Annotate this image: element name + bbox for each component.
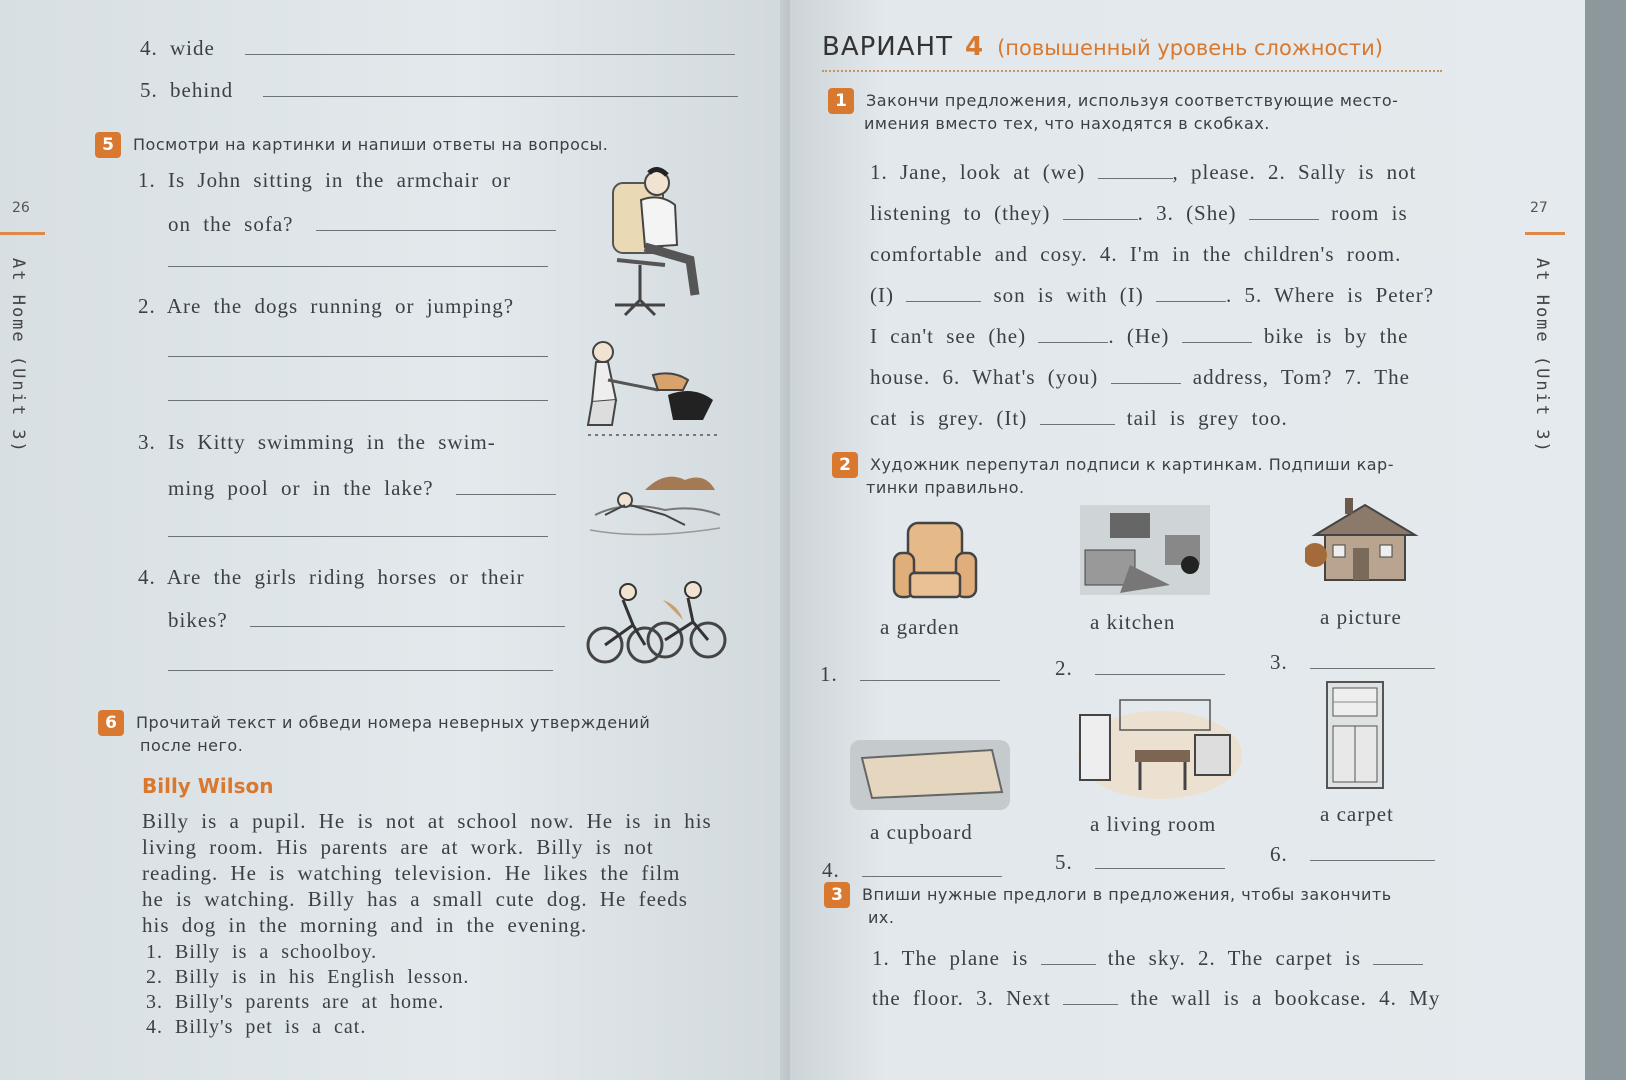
top-item-word: wide: [170, 36, 215, 60]
girls-on-bikes-picture: [583, 580, 728, 670]
answer-5: [1055, 850, 1225, 875]
statement-item[interactable]: 2. Billy is in his English lesson.: [146, 966, 470, 988]
text: cat is grey. (It): [870, 406, 1028, 430]
question-text: on the sofa?: [168, 212, 294, 236]
task5-q4-line2: [168, 608, 565, 633]
answer-line[interactable]: [168, 670, 553, 671]
statement-item[interactable]: 4. Billy's pet is a cat.: [146, 1016, 367, 1038]
variant-label: ВАРИАНТ: [822, 32, 953, 62]
answer-line[interactable]: [1111, 383, 1181, 384]
top-item-5: [140, 78, 738, 103]
story-line: living room. His parents are at work. Billy is not: [142, 835, 654, 859]
task5-q2-line1: 2. Are the dogs running or jumping?: [138, 294, 515, 318]
house-picture: [1305, 490, 1425, 590]
task3-header: [824, 882, 1392, 908]
answer-line[interactable]: [1095, 674, 1225, 675]
answer-line[interactable]: [1063, 219, 1138, 220]
story-line: he is watching. Billy has a small cute dog. He feeds: [142, 887, 688, 911]
answer-3: [1270, 650, 1435, 675]
side-label-right: At Home (Unit 3): [1532, 258, 1552, 454]
answer-line[interactable]: [1310, 860, 1435, 861]
text: listening to (they): [870, 201, 1051, 225]
girl-swimming-picture: [585, 470, 725, 550]
variant-subtitle: (повышенный уровень сложности): [997, 36, 1383, 60]
story-line: reading. He is watching television. He likes the film: [142, 861, 681, 885]
task1-line: [870, 152, 1510, 193]
variant-title: [822, 32, 1383, 62]
task5-q1-line1: 1. Is John sitting in the armchair or: [138, 168, 511, 192]
question-text: ming pool or in the lake?: [168, 476, 434, 500]
story-line: Billy is a pupil. He is not at school now. He is in his: [142, 809, 712, 833]
answer-line[interactable]: [1063, 1004, 1118, 1005]
text: 1. Jane, look at (we): [870, 160, 1086, 184]
carpet-picture: [850, 740, 1010, 810]
task2-instruction-2: тинки правильно.: [866, 478, 1025, 497]
answer-number: 1.: [820, 662, 838, 686]
statement-item[interactable]: 3. Billy's parents are at home.: [146, 991, 445, 1013]
text: 1. The plane is: [872, 946, 1029, 970]
answer-4: [822, 858, 1002, 883]
text: the floor. 3. Next: [872, 986, 1051, 1010]
task2-instruction-1: Художник перепутал подписи к картинкам. Подпиши кар-: [870, 455, 1394, 474]
answer-line[interactable]: [1040, 424, 1115, 425]
task5-q3-line2: [168, 476, 556, 501]
task3-line: [872, 938, 1440, 978]
task1-instruction-2: имения вместо тех, что находятся в скобках.: [864, 114, 1270, 133]
story-heading: Billy Wilson: [142, 774, 274, 798]
text: I can't see (he): [870, 324, 1027, 348]
task2-header: [832, 452, 1394, 478]
task5-q4-line1: 4. Are the girls riding horses or their: [138, 565, 525, 589]
task6-header: [98, 710, 650, 736]
task5-q1-line2: [168, 212, 556, 237]
right-page: [790, 0, 1585, 1080]
side-tab-bar-right: [1525, 232, 1565, 235]
label-a-garden: a garden: [880, 615, 960, 639]
story-line: his dog in the morning and in the evening.: [142, 913, 588, 937]
task3-exercise: [872, 938, 1440, 1018]
answer-number: 6.: [1270, 842, 1288, 866]
statements-list: [146, 940, 469, 1040]
answer-line[interactable]: [1310, 668, 1435, 669]
text: comfortable and cosy. 4. I'm in the children's room.: [870, 242, 1402, 266]
task6-instruction-1: Прочитай текст и обведи номера неверных утверждений: [136, 713, 651, 732]
answer-line[interactable]: [1098, 178, 1173, 179]
answer-line[interactable]: [1095, 868, 1225, 869]
story-text: [142, 808, 712, 938]
answer-line[interactable]: [1038, 342, 1108, 343]
answer-line[interactable]: [250, 626, 565, 627]
text: (I): [870, 283, 894, 307]
answer-line[interactable]: [316, 230, 556, 231]
answer-line[interactable]: [1156, 301, 1226, 302]
label-a-picture: a picture: [1320, 605, 1402, 629]
title-underline: [822, 70, 1442, 72]
top-item-num: 4.: [140, 36, 158, 60]
answer-line[interactable]: [906, 301, 981, 302]
desk-background: [1585, 0, 1626, 1080]
text: bike is by the: [1263, 324, 1409, 348]
task3-instruction-1: Впиши нужные предлоги в предложения, чтобы закончить: [862, 885, 1392, 904]
left-page: [0, 0, 790, 1080]
variant-number: 4: [964, 32, 984, 62]
text: . (He): [1108, 324, 1170, 348]
text: room is: [1331, 201, 1408, 225]
answer-number: 5.: [1055, 850, 1073, 874]
answer-number: 3.: [1270, 650, 1288, 674]
answer-line[interactable]: [1041, 964, 1096, 965]
answer-line[interactable]: [860, 680, 1000, 681]
task3-instruction-2: их.: [868, 908, 895, 927]
task1-line: [870, 234, 1510, 275]
text: son is with (I): [993, 283, 1144, 307]
answer-line[interactable]: [168, 266, 548, 267]
task1-line: [870, 316, 1510, 357]
answer-2: [1055, 656, 1225, 681]
kitchen-picture: [1075, 695, 1245, 800]
label-a-carpet: a carpet: [1320, 802, 1394, 826]
task1-number: 1: [828, 88, 854, 114]
text: house. 6. What's (you): [870, 365, 1099, 389]
answer-1: [820, 662, 1000, 687]
top-item-word: behind: [170, 78, 234, 102]
boy-in-armchair-picture: [605, 165, 725, 325]
statement-item[interactable]: 1. Billy is a schoolboy.: [146, 941, 378, 963]
answer-line[interactable]: [263, 96, 738, 97]
task5-header: [95, 132, 608, 158]
task1-header: [828, 88, 1398, 114]
answer-line[interactable]: [168, 356, 548, 357]
answer-number: 2.: [1055, 656, 1073, 680]
answer-line[interactable]: [168, 536, 548, 537]
task1-line: [870, 275, 1510, 316]
text: . 5. Where is Peter?: [1225, 283, 1435, 307]
task2-number: 2: [832, 452, 858, 478]
text: the wall is a bookcase. 4. My: [1130, 986, 1441, 1010]
page-number-left: 26: [12, 200, 30, 216]
cupboard-picture: [1325, 680, 1385, 790]
answer-line[interactable]: [168, 400, 548, 401]
top-item-4: [140, 36, 735, 61]
text: address, Tom? 7. The: [1192, 365, 1410, 389]
text: . 3. (She): [1137, 201, 1237, 225]
label-a-living-room: a living room: [1090, 812, 1217, 836]
task1-exercise: [870, 152, 1510, 439]
answer-line[interactable]: [862, 876, 1002, 877]
task1-line: [870, 193, 1510, 234]
answer-line[interactable]: [1249, 219, 1319, 220]
answer-line[interactable]: [1373, 964, 1423, 965]
task5-instruction: Посмотри на картинки и напиши ответы на вопросы.: [133, 135, 609, 154]
task5-q3-line1: 3. Is Kitty swimming in the swim-: [138, 430, 496, 454]
text: tail is grey too.: [1126, 406, 1288, 430]
task1-line: [870, 357, 1510, 398]
task1-instruction-1: Закончи предложения, используя соответствующие место-: [866, 91, 1399, 110]
answer-line[interactable]: [456, 494, 556, 495]
answer-number: 4.: [822, 858, 840, 882]
task6-instruction-2: после него.: [140, 736, 244, 755]
task6-number: 6: [98, 710, 124, 736]
label-a-cupboard: a cupboard: [870, 820, 973, 844]
question-text: bikes?: [168, 608, 228, 632]
task3-line: [872, 978, 1440, 1018]
side-label-left: At Home (Unit 3): [8, 258, 28, 454]
side-tab-bar-left: [0, 232, 45, 235]
answer-6: [1270, 842, 1435, 867]
label-a-kitchen: a kitchen: [1090, 610, 1176, 634]
task1-line: [870, 398, 1510, 439]
armchair-picture: [890, 515, 980, 605]
living-room-picture: [1080, 505, 1210, 595]
page-number-right: 27: [1530, 200, 1548, 216]
top-item-num: 5.: [140, 78, 158, 102]
task5-number: 5: [95, 132, 121, 158]
text: the sky. 2. The carpet is: [1107, 946, 1362, 970]
text: , please. 2. Sally is not: [1172, 160, 1417, 184]
task3-number: 3: [824, 882, 850, 908]
answer-line[interactable]: [245, 54, 735, 55]
dogs-jumping-picture: [578, 340, 728, 440]
answer-line[interactable]: [1182, 342, 1252, 343]
